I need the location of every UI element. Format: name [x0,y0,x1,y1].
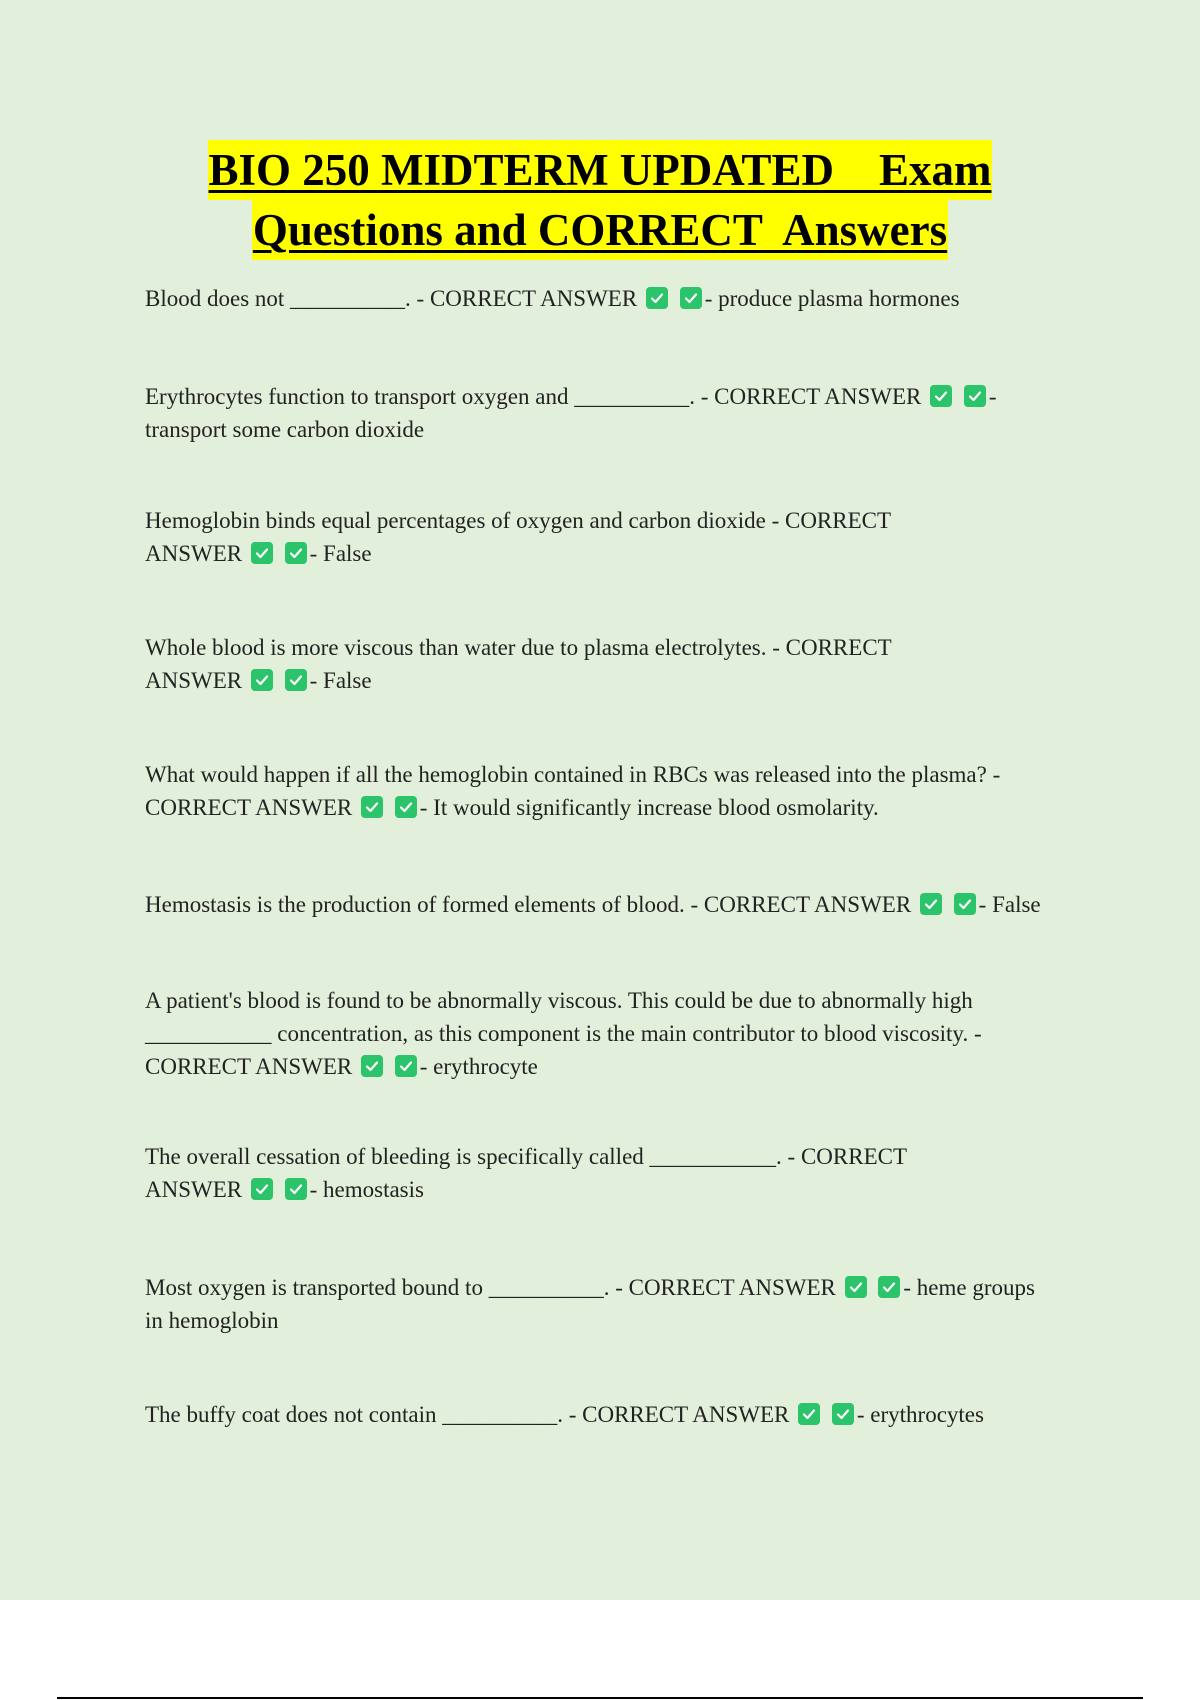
check-mark-icon [954,893,976,915]
qa-line [145,1304,1095,1337]
qa-line [145,504,1095,537]
qa-item [145,282,1095,315]
qa-line [145,791,1095,824]
qa-answer: - hemostasis [309,1177,424,1202]
check-mark-icon [361,796,383,818]
qa-text: What would happen if all the hemoglobin contained in RBCs was released into the plasma? - [145,762,1001,787]
qa-text: Most oxygen is transported bound to __________. - CORRECT ANSWER [145,1275,836,1300]
qa-text: Hemoglobin binds equal percentages of oxygen and carbon dioxide - CORRECT [145,508,892,533]
qa-text: Hemostasis is the production of formed elements of blood. - CORRECT ANSWER [145,892,912,917]
qa-text: transport some carbon dioxide [145,417,425,442]
qa-text: The overall cessation of bleeding is specifically called ___________. - CORRECT [145,1144,908,1169]
qa-text: Blood does not __________. - CORRECT ANSWER [145,286,638,311]
qa-line [145,537,1095,570]
qa-line [145,984,1095,1017]
qa-text: ANSWER [145,668,243,693]
check-mark-icon [285,1178,307,1200]
qa-line [145,413,1095,446]
check-mark-icon [285,542,307,564]
qa-item [145,380,1095,446]
qa-text: CORRECT ANSWER [145,1054,353,1079]
qa-line [145,1173,1095,1206]
qa-text: Erythrocytes function to transport oxygen and __________. - CORRECT ANSWER [145,384,922,409]
title-line-2: Questions and CORRECT Answers [252,200,948,260]
check-mark-icon [646,287,668,309]
check-mark-icon [964,385,986,407]
qa-line [145,1271,1095,1304]
qa-text: Whole blood is more viscous than water due to plasma electrolytes. - CORRECT [145,635,892,660]
check-mark-icon [251,542,273,564]
qa-item [145,1140,1095,1206]
qa-text: in hemoglobin [145,1308,279,1333]
qa-text: ANSWER [145,541,243,566]
qa-answer: - False [309,668,372,693]
check-mark-icon [251,1178,273,1200]
qa-item [145,888,1095,921]
check-mark-icon [680,287,702,309]
check-mark-icon [798,1403,820,1425]
qa-answer: - erythrocyte [419,1054,538,1079]
qa-item [145,984,1095,1083]
qa-text: ___________ concentration, as this component is the main contributor to blood viscosity. - [145,1021,982,1046]
qa-item [145,504,1095,570]
qa-item [145,1398,1095,1431]
document-title [0,140,1200,260]
check-mark-icon [930,385,952,407]
check-mark-icon [251,669,273,691]
check-mark-icon [832,1403,854,1425]
qa-item [145,1271,1095,1337]
qa-line [145,282,1095,315]
qa-answer: - [988,384,997,409]
qa-line [145,380,1095,413]
check-mark-icon [285,669,307,691]
qa-line [145,1140,1095,1173]
check-mark-icon [395,796,417,818]
check-mark-icon [878,1276,900,1298]
qa-answer: - False [309,541,372,566]
check-mark-icon [395,1055,417,1077]
check-mark-icon [920,893,942,915]
qa-line [145,1017,1095,1050]
qa-text: CORRECT ANSWER [145,795,353,820]
qa-answer: - erythrocytes [856,1402,984,1427]
qa-item [145,631,1095,697]
check-mark-icon [845,1276,867,1298]
title-line-1: BIO 250 MIDTERM UPDATED Exam [208,140,993,200]
qa-line [145,664,1095,697]
qa-line [145,758,1095,791]
qa-text: ANSWER [145,1177,243,1202]
check-mark-icon [361,1055,383,1077]
qa-answer: - produce plasma hormones [704,286,960,311]
qa-line [145,631,1095,664]
qa-text: A patient's blood is found to be abnormally viscous. This could be due to abnormally high [145,988,973,1013]
qa-item [145,758,1095,824]
qa-line [145,1398,1095,1431]
qa-answer: - False [978,892,1041,917]
qa-line [145,888,1095,921]
qa-answer: - It would significantly increase blood osmolarity. [419,795,879,820]
qa-answer: - heme groups [903,1275,1035,1300]
qa-text: The buffy coat does not contain __________. - CORRECT ANSWER [145,1402,790,1427]
qa-line [145,1050,1095,1083]
footer-rule [57,1697,1143,1699]
